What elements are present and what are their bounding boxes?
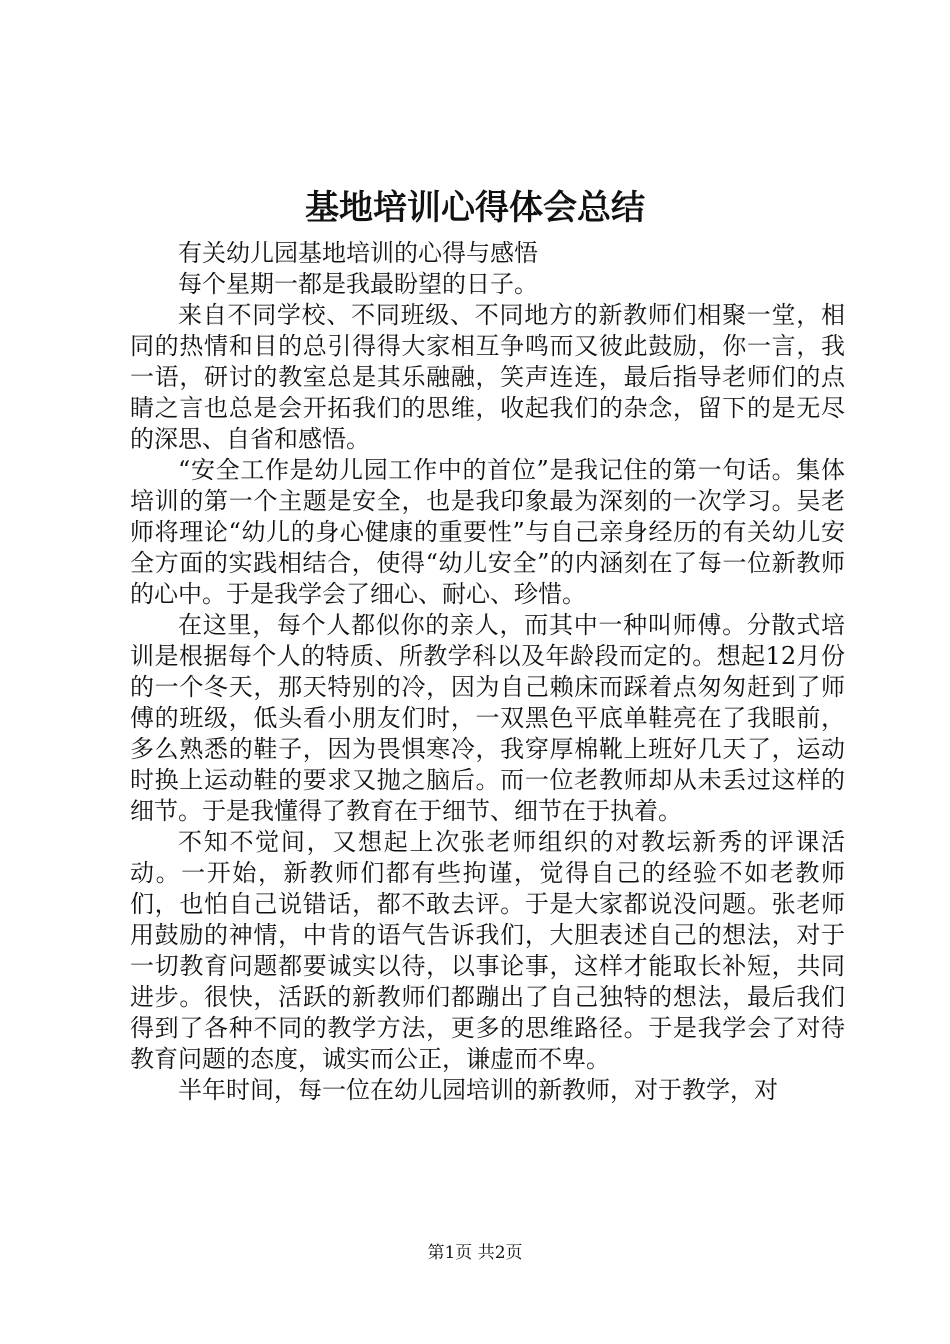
paragraph: 有关幼儿园基地培训的心得与感悟 bbox=[178, 239, 538, 267]
page-footer: 第1页 共2页 bbox=[427, 1243, 523, 1263]
paragraph: 半年时间，每一位在幼儿园培训的新教师，对于教学，对 bbox=[178, 1076, 778, 1104]
paragraph: “安全工作是幼儿园工作中的首位”是我记住的第一句话。集体培训的第一个主题是安全，也是我印象最为深刻的一次学习。吴老师将理论“幼儿的身心健康的重要性”与自己亲身经历的有关幼儿安全方面的实践相结合，使得“幼儿安全”的内涵刻在了每一位新教师的心中。于是我学会了细心、耐心、珍惜。 bbox=[130, 456, 845, 608]
paragraph: 不知不觉间，又想起上次张老师组织的对教坛新秀的评课活动。一开始，新教师们都有些拘谨，觉得自己的经验不如老教师们，也怕自己说错话，都不敢去评。于是大家都说没问题。张老师用鼓励的神情，中肯的语气告诉我们，大胆表述自己的想法，对于一切教育问题都要诚实以待，以事论事，这样才能取长补短，共同进步。很快，活跃的新教师们都蹦出了自己独特的想法，最后我们得到了各种不同的教学方法，更多的思维路径。于是我学会了对待教育问题的态度，诚实而公正，谦虚而不卑。 bbox=[130, 828, 845, 1073]
paragraph: 每个星期一都是我最盼望的日子。 bbox=[178, 270, 538, 298]
document-body bbox=[130, 238, 845, 1106]
paragraph: 来自不同学校、不同班级、不同地方的新教师们相聚一堂，相同的热情和目的总引得得大家相互争鸣而又彼此鼓励，你一言，我一语，研讨的教室总是其乐融融，笑声连连，最后指导老师们的点睛之言也总是会开拓我们的思维，收起我们的杂念，留下的是无尽的深思、自省和感悟。 bbox=[130, 301, 845, 453]
document-title: 基地培训心得体会总结 bbox=[305, 188, 645, 228]
paragraph: 在这里，每个人都似你的亲人，而其中一种叫师傅。分散式培训是根据每个人的特质、所教学科以及年龄段而定的。想起12月份的一个冬天，那天特别的冷，因为自己赖床而踩着点匆匆赶到了师傅的班级，低头看小朋友们时，一双黑色平底单鞋亮在了我眼前，多么熟悉的鞋子，因为畏惧寒冷，我穿厚棉靴上班好几天了，运动时换上运动鞋的要求又抛之脑后。而一位老教师却从未丢过这样的细节。于是我懂得了教育在于细节、细节在于执着。 bbox=[130, 611, 845, 825]
